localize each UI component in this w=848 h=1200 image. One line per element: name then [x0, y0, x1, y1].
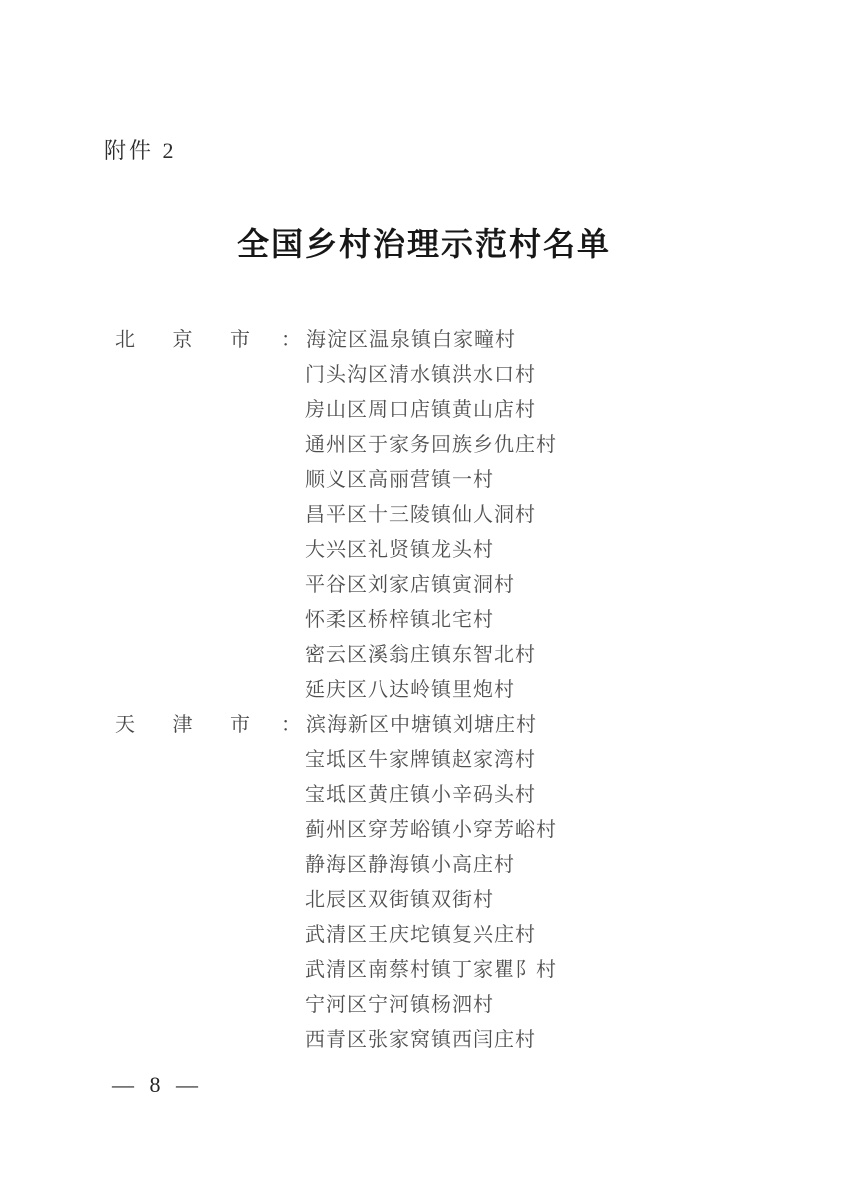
province-name [115, 323, 251, 358]
village-row [115, 533, 765, 568]
village-row [115, 568, 765, 603]
village-row [115, 743, 765, 778]
village-name: 滨海新区中塘镇刘塘庄村 [306, 714, 537, 736]
village-name: 西青区张家窝镇西闫庄村 [305, 1029, 536, 1051]
village-row [115, 778, 765, 813]
village-row [115, 988, 765, 1023]
village-name: 延庆区八达岭镇里炮村 [305, 679, 515, 701]
village-name: 蓟州区穿芳峪镇小穿芳峪村 [305, 819, 557, 841]
village-name: 北辰区双街镇双街村 [305, 889, 494, 911]
province-name [115, 708, 251, 743]
village-row [115, 813, 765, 848]
village-name: 静海区静海镇小高庄村 [305, 854, 515, 876]
village-row [115, 358, 765, 393]
province-row-beijing [115, 323, 765, 358]
village-row [115, 848, 765, 883]
village-name: 武清区南蔡村镇丁家瞿阝村 [305, 959, 557, 981]
village-name: 大兴区礼贤镇龙头村 [305, 539, 494, 561]
province-row-tianjin [115, 708, 765, 743]
village-row [115, 918, 765, 953]
separator-colon: ： [281, 714, 302, 736]
village-row [115, 638, 765, 673]
village-name: 平谷区刘家店镇寅洞村 [305, 574, 515, 596]
page-number: — 8 — [112, 1072, 203, 1097]
village-name: 门头沟区清水镇洪水口村 [305, 364, 536, 386]
province-name-char: 天 [115, 714, 136, 736]
province-name-char: 京 [172, 329, 194, 351]
province-name-char: 市 [230, 329, 251, 351]
attachment-label: 附件 2 [104, 138, 177, 163]
village-row [115, 393, 765, 428]
village-row [115, 603, 765, 638]
village-row [115, 953, 765, 988]
village-row [115, 428, 765, 463]
province-name-char: 津 [172, 714, 194, 736]
page-title: 全国乡村治理示范村名单 [236, 226, 611, 262]
village-row [115, 883, 765, 918]
village-name: 宁河区宁河镇杨泗村 [305, 994, 494, 1016]
village-row [115, 673, 765, 708]
village-row [115, 463, 765, 498]
village-name: 海淀区温泉镇白家疃村 [306, 329, 516, 351]
separator-colon: ： [281, 329, 302, 351]
village-name: 怀柔区桥梓镇北宅村 [305, 609, 494, 631]
village-name: 武清区王庆坨镇复兴庄村 [305, 924, 536, 946]
village-name: 密云区溪翁庄镇东智北村 [305, 644, 536, 666]
village-name: 通州区于家务回族乡仇庄村 [305, 434, 557, 456]
village-name: 顺义区高丽营镇一村 [305, 469, 494, 491]
village-name: 宝坻区牛家牌镇赵家湾村 [305, 749, 536, 771]
province-name-char: 北 [115, 329, 136, 351]
village-name: 房山区周口店镇黄山店村 [305, 399, 536, 421]
province-name-char: 市 [230, 714, 251, 736]
village-name: 昌平区十三陵镇仙人洞村 [305, 504, 536, 526]
village-list [115, 323, 765, 1058]
village-name: 宝坻区黄庄镇小辛码头村 [305, 784, 536, 806]
village-row [115, 498, 765, 533]
village-row [115, 1023, 765, 1058]
